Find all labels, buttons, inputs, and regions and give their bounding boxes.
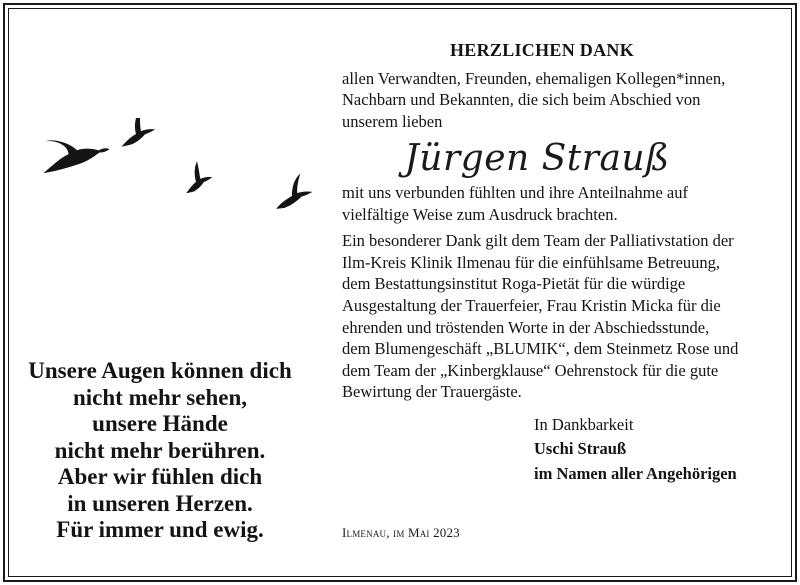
flying-bird-icon [175,159,213,195]
intro-paragraph [342,68,762,133]
closing-text: In Dankbarkeit [534,414,634,434]
memorial-poem [20,358,300,544]
signatory-name: Uschi Strauß [534,439,627,459]
poem-line: unsere Hände [92,411,228,436]
text-line: Ein besonderer Dank gilt dem Team der Palliativstation der [342,231,734,251]
deceased-name: Jürgen Strauß [404,138,670,180]
text-line: Ausgestaltung der Trauerfeier, Frau Kristin Micka für die [342,295,721,315]
text-line: dem Team der „Kinbergklause“ Oehrenstock für die gute [342,360,719,380]
text-line: vielfältige Weise zum Ausdruck brachten. [342,204,618,224]
thank-you-text [342,40,762,486]
poem-line: Aber wir fühlen dich [57,464,263,489]
text-line: dem Blumengeschäft „BLUMIK“, dem Steinmetz Rose und [342,339,739,359]
poem-line: nicht mehr sehen, [73,384,247,410]
flying-bird-icon [267,172,313,211]
text-line: allen Verwandten, Freunden, ehemaligen Kollegen*innen, [342,68,726,88]
text-line: Bewirtung der Trauergäste. [342,382,522,402]
signatory-note: im Namen aller Angehörigen [534,463,737,483]
after-name-paragraph [342,182,762,225]
birds-illustration [36,118,326,218]
flying-bird-icon [110,118,156,150]
poem-line: Unsere Augen können dich [28,358,292,383]
text-line: unserem lieben [342,111,443,131]
flying-bird-icon [36,123,111,175]
text-line: mit uns verbunden fühlten und ihre Anteilnahme auf [342,182,688,202]
text-line: Ilm-Kreis Klinik Ilmenau für die einfühlsame Betreuung, [342,252,721,272]
notice-heading: HERZLICHEN DANK [449,40,635,60]
poem-line: in unseren Herzen. [67,490,253,516]
signature-block [534,413,762,487]
poem-line: nicht mehr berühren. [54,437,266,463]
text-line: ehrenden und tröstenden Worte in der Abschiedsstunde, [342,317,710,337]
text-line: Nachbarn und Bekannten, die sich beim Abschied von [342,90,701,110]
text-line: dem Bestattungsinstitut Roga-Pietät für die würdige [342,274,686,294]
poem-line: Für immer und ewig. [56,517,264,542]
place-date: Ilmenau, im Mai 2023 [342,525,460,540]
special-thanks-paragraph [342,230,762,403]
